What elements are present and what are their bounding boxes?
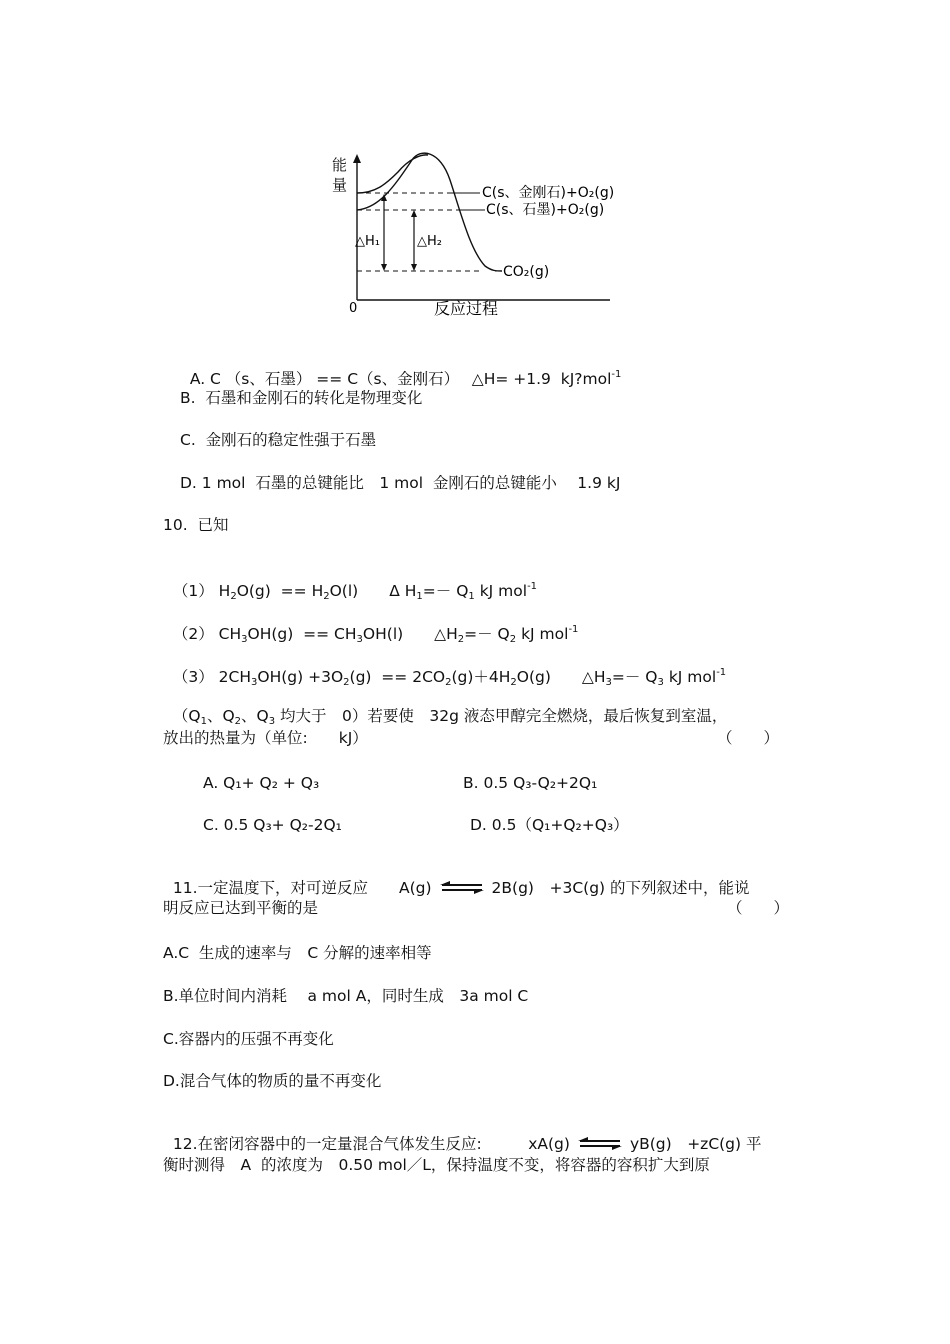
cond-sub: 1 (200, 716, 207, 727)
r1-part: O(g) == H (236, 582, 324, 600)
dh1-arrowhead-bottom (381, 264, 387, 271)
r3-part: OH(g) +3O (257, 668, 344, 686)
r1-sub: 2 (323, 591, 330, 602)
cond-part: （Q (172, 707, 201, 725)
r3-part: O(g) △H (516, 668, 606, 686)
q10-answer-paren: （ ） (717, 729, 780, 747)
q12-stem-2: 衡时测得 A 的浓度为 0.50 mol／L，保持温度不变，将容器的容积扩大到原 (163, 1156, 710, 1174)
r3-part: =－ Q (611, 668, 658, 686)
dh1-label: △H₁ (355, 234, 380, 249)
dh2-label: △H₂ (417, 234, 442, 249)
q11-option-d: D.混合气体的物质的量不再变化 (163, 1072, 382, 1090)
r1-sub: 1 (468, 591, 475, 602)
cond-part: 、Q (206, 707, 235, 725)
r2-sub: 3 (241, 634, 248, 645)
q12-stem-post: yB(g) +zC(g) 平 (629, 1135, 762, 1153)
q10-question: 放出的热量为（单位: kJ） (163, 729, 368, 747)
level-co2-label: CO₂(g) (503, 264, 550, 280)
r2-part: kJ mol (516, 625, 569, 643)
r3-sub: 3 (251, 677, 258, 688)
dh2-arrowhead-bottom (411, 264, 417, 271)
energy-diagram (320, 150, 660, 325)
q9-option-b: B. 石墨和金刚石的转化是物理变化 (180, 389, 423, 407)
r2-sub: 2 (457, 634, 465, 645)
r2-part: （2） CH (172, 625, 242, 643)
r3-sub: 2 (445, 677, 452, 688)
cond-sub: 3 (268, 716, 276, 727)
y-axis-label-1: 能 (332, 156, 348, 174)
q11-option-b: B.单位时间内消耗 a mol A，同时生成 3a mol C (163, 987, 529, 1005)
q10-option-d: D. 0.5（Q₁+Q₂+Q₃） (470, 816, 629, 834)
q10-stem: 10. 已知 (163, 516, 229, 534)
level-diamond-label: C(s、金刚石)+O₂(g) (482, 185, 615, 201)
q11-stem-2: 明反应已达到平衡的是 (163, 899, 319, 917)
reversible-arrow-icon (578, 1137, 622, 1151)
r3-part: (g) == 2CO (349, 668, 446, 686)
r2-part: =－ Q (464, 625, 510, 643)
r3-sup: -1 (716, 667, 727, 678)
r1-part: =－ Q (422, 582, 469, 600)
x-axis-label: 反应过程 (434, 299, 499, 318)
q10-option-b: B. 0.5 Q₃-Q₂+2Q₁ (463, 774, 598, 792)
q9-option-c: C. 金刚石的稳定性强于石墨 (180, 431, 377, 449)
q11-stem (163, 858, 750, 898)
r3-sub: 2 (343, 677, 350, 688)
r3-part: (g)＋4H (451, 668, 511, 686)
q9-option-d: D. 1 mol 石墨的总键能比 1 mol 金刚石的总键能小 1.9 kJ (180, 474, 621, 492)
r1-part: O(l) Δ H (329, 582, 417, 600)
q9-option-a (180, 345, 621, 389)
q10-condition (163, 686, 727, 732)
cond-sub: 2 (234, 716, 242, 727)
q11-stem-pre: 11.一定温度下，对可逆反应 A(g) (172, 879, 432, 897)
r1-sub: 2 (230, 591, 237, 602)
q11-stem-post: 2B(g) +3C(g) 的下列叙述中，能说 (491, 879, 750, 897)
graphite-curve (357, 153, 502, 271)
r3-sub: 3 (657, 677, 664, 688)
r2-sup: -1 (568, 624, 579, 635)
q12-stem (163, 1114, 762, 1154)
r1-sup: -1 (527, 581, 538, 592)
q10-option-a: A. Q₁+ Q₂ + Q₃ (203, 774, 320, 792)
r2-part: OH(l) △H (362, 625, 458, 643)
r2-sub: 2 (509, 634, 517, 645)
level-graphite-label: C(s、石墨)+O₂(g) (486, 202, 605, 218)
q9-option-a-text: A. C （s、石墨） == C（s、金刚石） △H= +1.9 kJ?mol (189, 370, 612, 388)
r1-part: （1） H (172, 582, 231, 600)
q11-option-c: C.容器内的压强不再变化 (163, 1030, 334, 1048)
q12-stem-pre: 12.在密闭容器中的一定量混合气体发生反应: xA(g) (172, 1135, 570, 1153)
r1-sub: 1 (416, 591, 423, 602)
r3-sub: 2 (510, 677, 517, 688)
cond-part: 、Q (241, 707, 269, 725)
origin-label: 0 (349, 301, 358, 316)
r3-part: （3） 2CH (172, 668, 251, 686)
q11-answer-paren: （ ） (727, 899, 790, 917)
q9-option-a-sup: -1 (611, 369, 622, 380)
q11-option-a: A.C 生成的速率与 C 分解的速率相等 (163, 944, 432, 962)
r2-sub: 3 (356, 634, 363, 645)
reversible-arrow-icon (440, 881, 484, 895)
cond-part: 均大于 0）若要使 32g 液态甲醇完全燃烧，最后恢复到室温， (275, 707, 728, 725)
y-axis-arrow (353, 154, 361, 163)
y-axis-label-2: 量 (332, 176, 348, 194)
r1-part: kJ mol (474, 582, 528, 600)
q10-option-c: C. 0.5 Q₃+ Q₂-2Q₁ (203, 816, 342, 834)
dh2-arrowhead-top (411, 210, 417, 217)
r3-part: kJ mol (663, 668, 717, 686)
r2-part: OH(g) == CH (247, 625, 357, 643)
r3-sub: 3 (605, 677, 612, 688)
